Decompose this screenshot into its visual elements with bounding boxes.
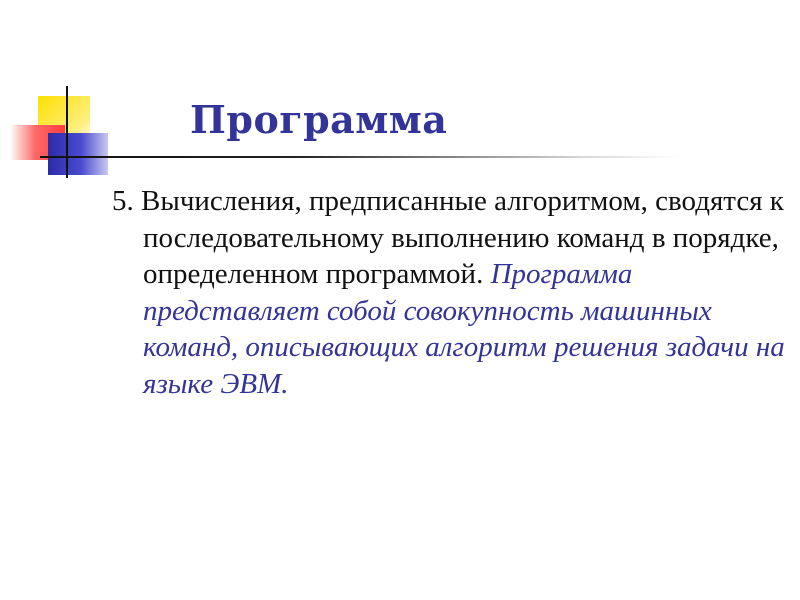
item-number: 5. <box>112 185 134 217</box>
slide-title: Программа <box>190 97 448 142</box>
main-text: Вычисления, предписанные алгоритмом, сводятся к последовательному выполнению команд в порядке, определенном программой. <box>141 185 784 290</box>
blue-square-decoration <box>48 133 108 175</box>
highlight-text: Программа представляет собой совокупность машинных команд, описывающих алгоритм решения задачи на языке ЭВМ. <box>143 258 785 400</box>
title-underline-rule <box>40 156 680 158</box>
slide-body-paragraph <box>112 183 800 402</box>
vertical-rule <box>66 86 68 178</box>
